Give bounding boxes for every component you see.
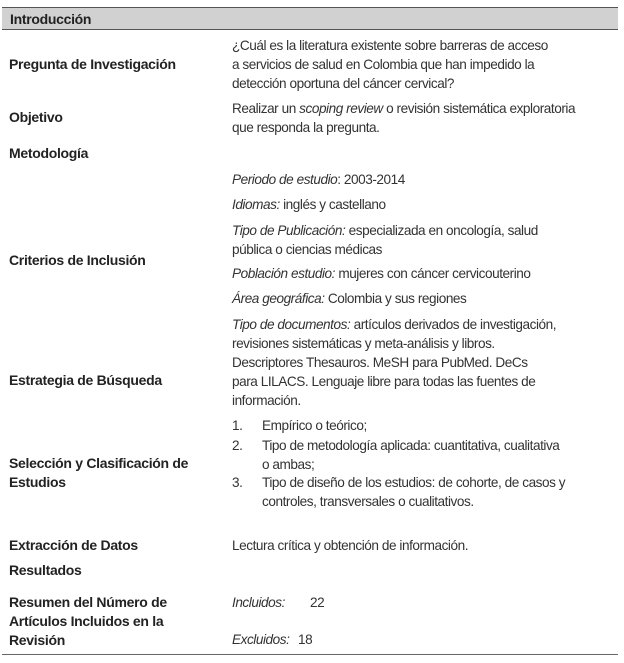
incluidos-text [232, 593, 324, 612]
text-line: pública o ciencias médicas [232, 242, 382, 257]
field-value: : 2003-2014 [337, 172, 405, 187]
section-title: Introducción [10, 11, 92, 27]
label-line: Selección y Clasificación de [9, 455, 189, 471]
list-item [232, 436, 560, 472]
field-value: 18 [298, 632, 313, 647]
row-label-resultados: Resultados [9, 562, 82, 578]
table-bottom-rule [2, 654, 618, 655]
documentos-text [232, 315, 556, 410]
text-line: detección oportuna del cáncer cervical? [232, 76, 454, 91]
list-number: 2. [232, 438, 243, 453]
excluidos-text [232, 630, 312, 649]
text-italic: scoping review [299, 101, 383, 116]
field-key: Excluidos: [232, 632, 290, 647]
field-value: especializada en oncología, salud [345, 223, 538, 238]
text-line: información. [232, 393, 301, 408]
field-key: Idiomas: [232, 197, 280, 212]
text-line: que responda la pregunta. [232, 120, 380, 135]
text-line: controles, transversales o cualitativos. [262, 494, 474, 509]
list-number: 3. [232, 475, 243, 490]
field-value: Colombia y sus regiones [324, 291, 467, 306]
text-segment: Realizar un [232, 101, 300, 116]
row-label-estrategia: Estrategia de Búsqueda [9, 372, 162, 388]
idiomas-text [232, 195, 386, 214]
objetivo-text [232, 99, 575, 137]
text-segment: o revisión sistemática exploratoria [382, 101, 576, 116]
row-label-objetivo: Objetivo [9, 109, 63, 125]
list-item [232, 416, 367, 435]
field-key: Población estudio: [232, 266, 335, 281]
text-line: para LILACS. Lenguaje libre para todas las fuentes de [232, 374, 536, 389]
text-line: Empírico o teórico; [262, 418, 367, 433]
field-key: Tipo de documentos: [232, 317, 351, 332]
row-label-resumen [9, 593, 167, 650]
field-value: mujeres con cáncer cervicouterino [335, 266, 531, 281]
area-text [232, 289, 466, 308]
list-number: 1. [232, 418, 243, 433]
field-key: Periodo de estudio [232, 172, 338, 187]
text-line: Tipo de diseño de los estudios: de cohorte, de casos y [262, 475, 566, 490]
label-line: Artículos Incluidos en la [9, 613, 164, 629]
periodo-text [232, 170, 405, 189]
publicacion-text [232, 221, 538, 259]
field-value: inglés y castellano [279, 197, 386, 212]
field-key: Tipo de Publicación: [232, 223, 346, 238]
extraccion-text: Lectura crítica y obtención de información. [232, 538, 469, 553]
field-key: Área geográfica: [232, 291, 325, 306]
field-value: 22 [310, 595, 325, 610]
field-key: Incluidos: [232, 595, 285, 610]
text-line: o ambas; [262, 457, 315, 472]
pregunta-text [232, 36, 548, 93]
text-line: ¿Cuál es la literatura existente sobre barreras de acceso [232, 38, 548, 53]
text-line: Descriptores Thesauros. MeSH para PubMed. DeCs [232, 355, 528, 370]
row-label-seleccion [9, 454, 188, 492]
label-line: Resumen del Número de [9, 594, 167, 610]
row-label-criterios: Criterios de Inclusión [9, 252, 146, 268]
row-label-extraccion: Extracción de Datos [9, 537, 138, 553]
text-line: revisiones sistemáticas y meta-análisis y libros. [232, 336, 495, 351]
table-header [2, 7, 618, 30]
label-line: Estudios [9, 474, 66, 490]
poblacion-text [232, 264, 531, 283]
row-label-metodologia: Metodología [9, 145, 89, 161]
text-line: a servicios de salud en Colombia que han impedido la [232, 57, 535, 72]
row-label-pregunta: Pregunta de Investigación [9, 56, 176, 72]
label-line: Revisión [9, 632, 65, 648]
list-item [232, 473, 566, 509]
text-line: Tipo de metodología aplicada: cuantitativa, cualitativa [262, 438, 560, 453]
field-value: artículos derivados de investigación, [350, 317, 557, 332]
